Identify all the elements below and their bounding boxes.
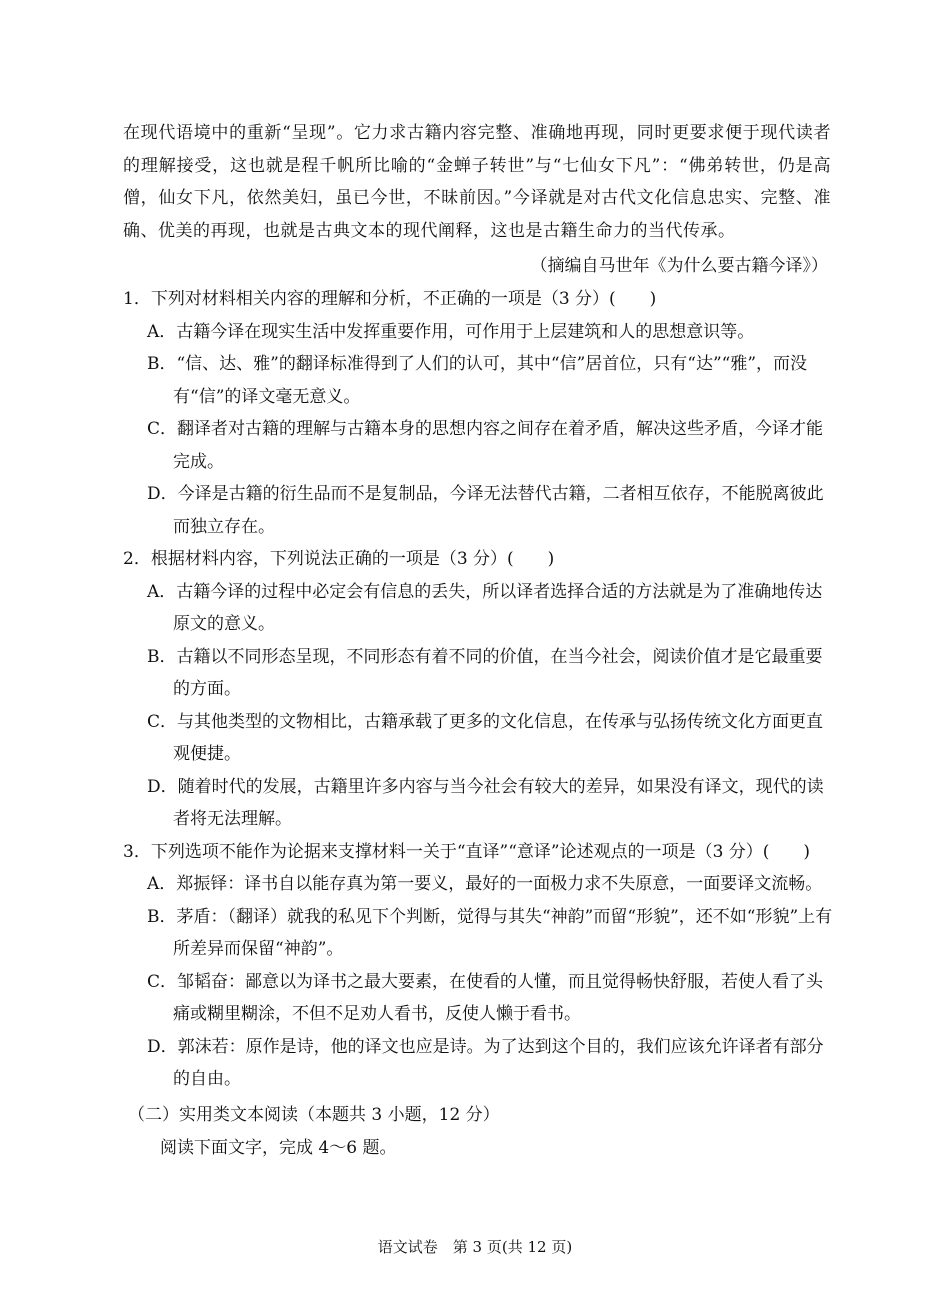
question-2 <box>123 543 835 836</box>
question-stem: 3．下列选项不能作为论据来支撑材料一关于“直译”“意译”论述观点的一项是（3 分）( ) <box>123 841 811 862</box>
option-b: B．“信、达、雅”的翻译标准得到了人们的认可，其中“信”居首位，只有“达”“雅”，而没有“信”的译文毫无意义。 <box>147 354 808 407</box>
option-a: A．古籍今译在现实生活中发挥重要作用，可作用于上层建筑和人的思想意识等。 <box>147 321 755 342</box>
option-c: C．与其他类型的文物相比，古籍承载了更多的文化信息，在传承与弘扬传统文化方面更直观便捷。 <box>147 711 824 764</box>
passage-line: 在现代语境中的重新“呈现”。它力求古籍内容完整、准确地再现，同时更要求便于现代读 <box>123 123 814 143</box>
passage-text <box>123 117 831 247</box>
question-stem: 1．下列对材料相关内容的理解和分析，不正确的一项是（3 分）( ) <box>123 289 657 309</box>
passage-line: 是高僧，仙女下凡，依然美妇，虽已今世，不昧前因。”今译就是对古代文化信息忠实、完 <box>123 155 832 208</box>
option-d: D．郭沫若：原作是诗，他的译文也应是诗。为了达到这个目的，我们应该允许译者有部分的自由。 <box>147 1036 824 1089</box>
option-a: A．古籍今译的过程中必定会有信息的丢失，所以译者选择合适的方法就是为了准确地传达原文的意义。 <box>147 581 823 634</box>
passage <box>123 117 831 247</box>
option-b: B．古籍以不同形态呈现，不同形态有着不同的价值，在当今社会，阅读价值才是它最重要的方面。 <box>147 646 823 699</box>
option-d: D．随着时代的发展，古籍里许多内容与当今社会有较大的差异，如果没有译文，现代的读者将无法理解。 <box>147 776 824 829</box>
option-b: B．茅盾：（翻译）就我的私见下个判断，觉得与其失“神韵”而留“形貌”，还不如“形貌”上有所差异而保留“神韵”。 <box>147 906 833 959</box>
question-list <box>123 283 835 1096</box>
passage-line: 者的理解接受，这也就是程千帆所比喻的“金蝉子转世”与“七仙女下凡”：“佛弟转世，仍 <box>123 123 831 176</box>
option-d: D．今译是古籍的衍生品而不是复制品，今译无法替代古籍，二者相互依存，不能脱离彼此而独立存在。 <box>147 484 824 537</box>
section-instruction: 阅读下面文字，完成 4～6 题。 <box>160 1138 397 1158</box>
question-1 <box>123 283 835 543</box>
passage-source: （摘编自马世年《为什么要古籍今译》） <box>530 256 828 276</box>
option-c: C．邹韬奋：鄙意以为译书之最大要素，在使看的人懂，而且觉得畅快舒服，若使人看了头痛或糊里糊涂，不但不足劝人看书，反使人懒于看书。 <box>147 971 824 1024</box>
section-heading: （二）实用类文本阅读（本题共 3 小题，12 分） <box>128 1105 500 1125</box>
option-a: A．郑振铎：译书自以能存真为第一要义，最好的一面极力求不失原意，一面要译文流畅。 <box>147 874 823 894</box>
question-stem: 2．根据材料内容，下列说法正确的一项是（3 分）( ) <box>123 549 555 569</box>
passage-line: 整、准确、优美的再现，也就是古典文本的现代阐释，这也是古籍生命力的当代传承。 <box>123 188 831 241</box>
question-3 <box>123 836 835 1096</box>
page-footer: 语文试卷 第 3 页(共 12 页) <box>377 1238 573 1256</box>
option-c: C．翻译者对古籍的理解与古籍本身的思想内容之间存在着矛盾，解决这些矛盾，今译才能完成。 <box>147 419 824 472</box>
